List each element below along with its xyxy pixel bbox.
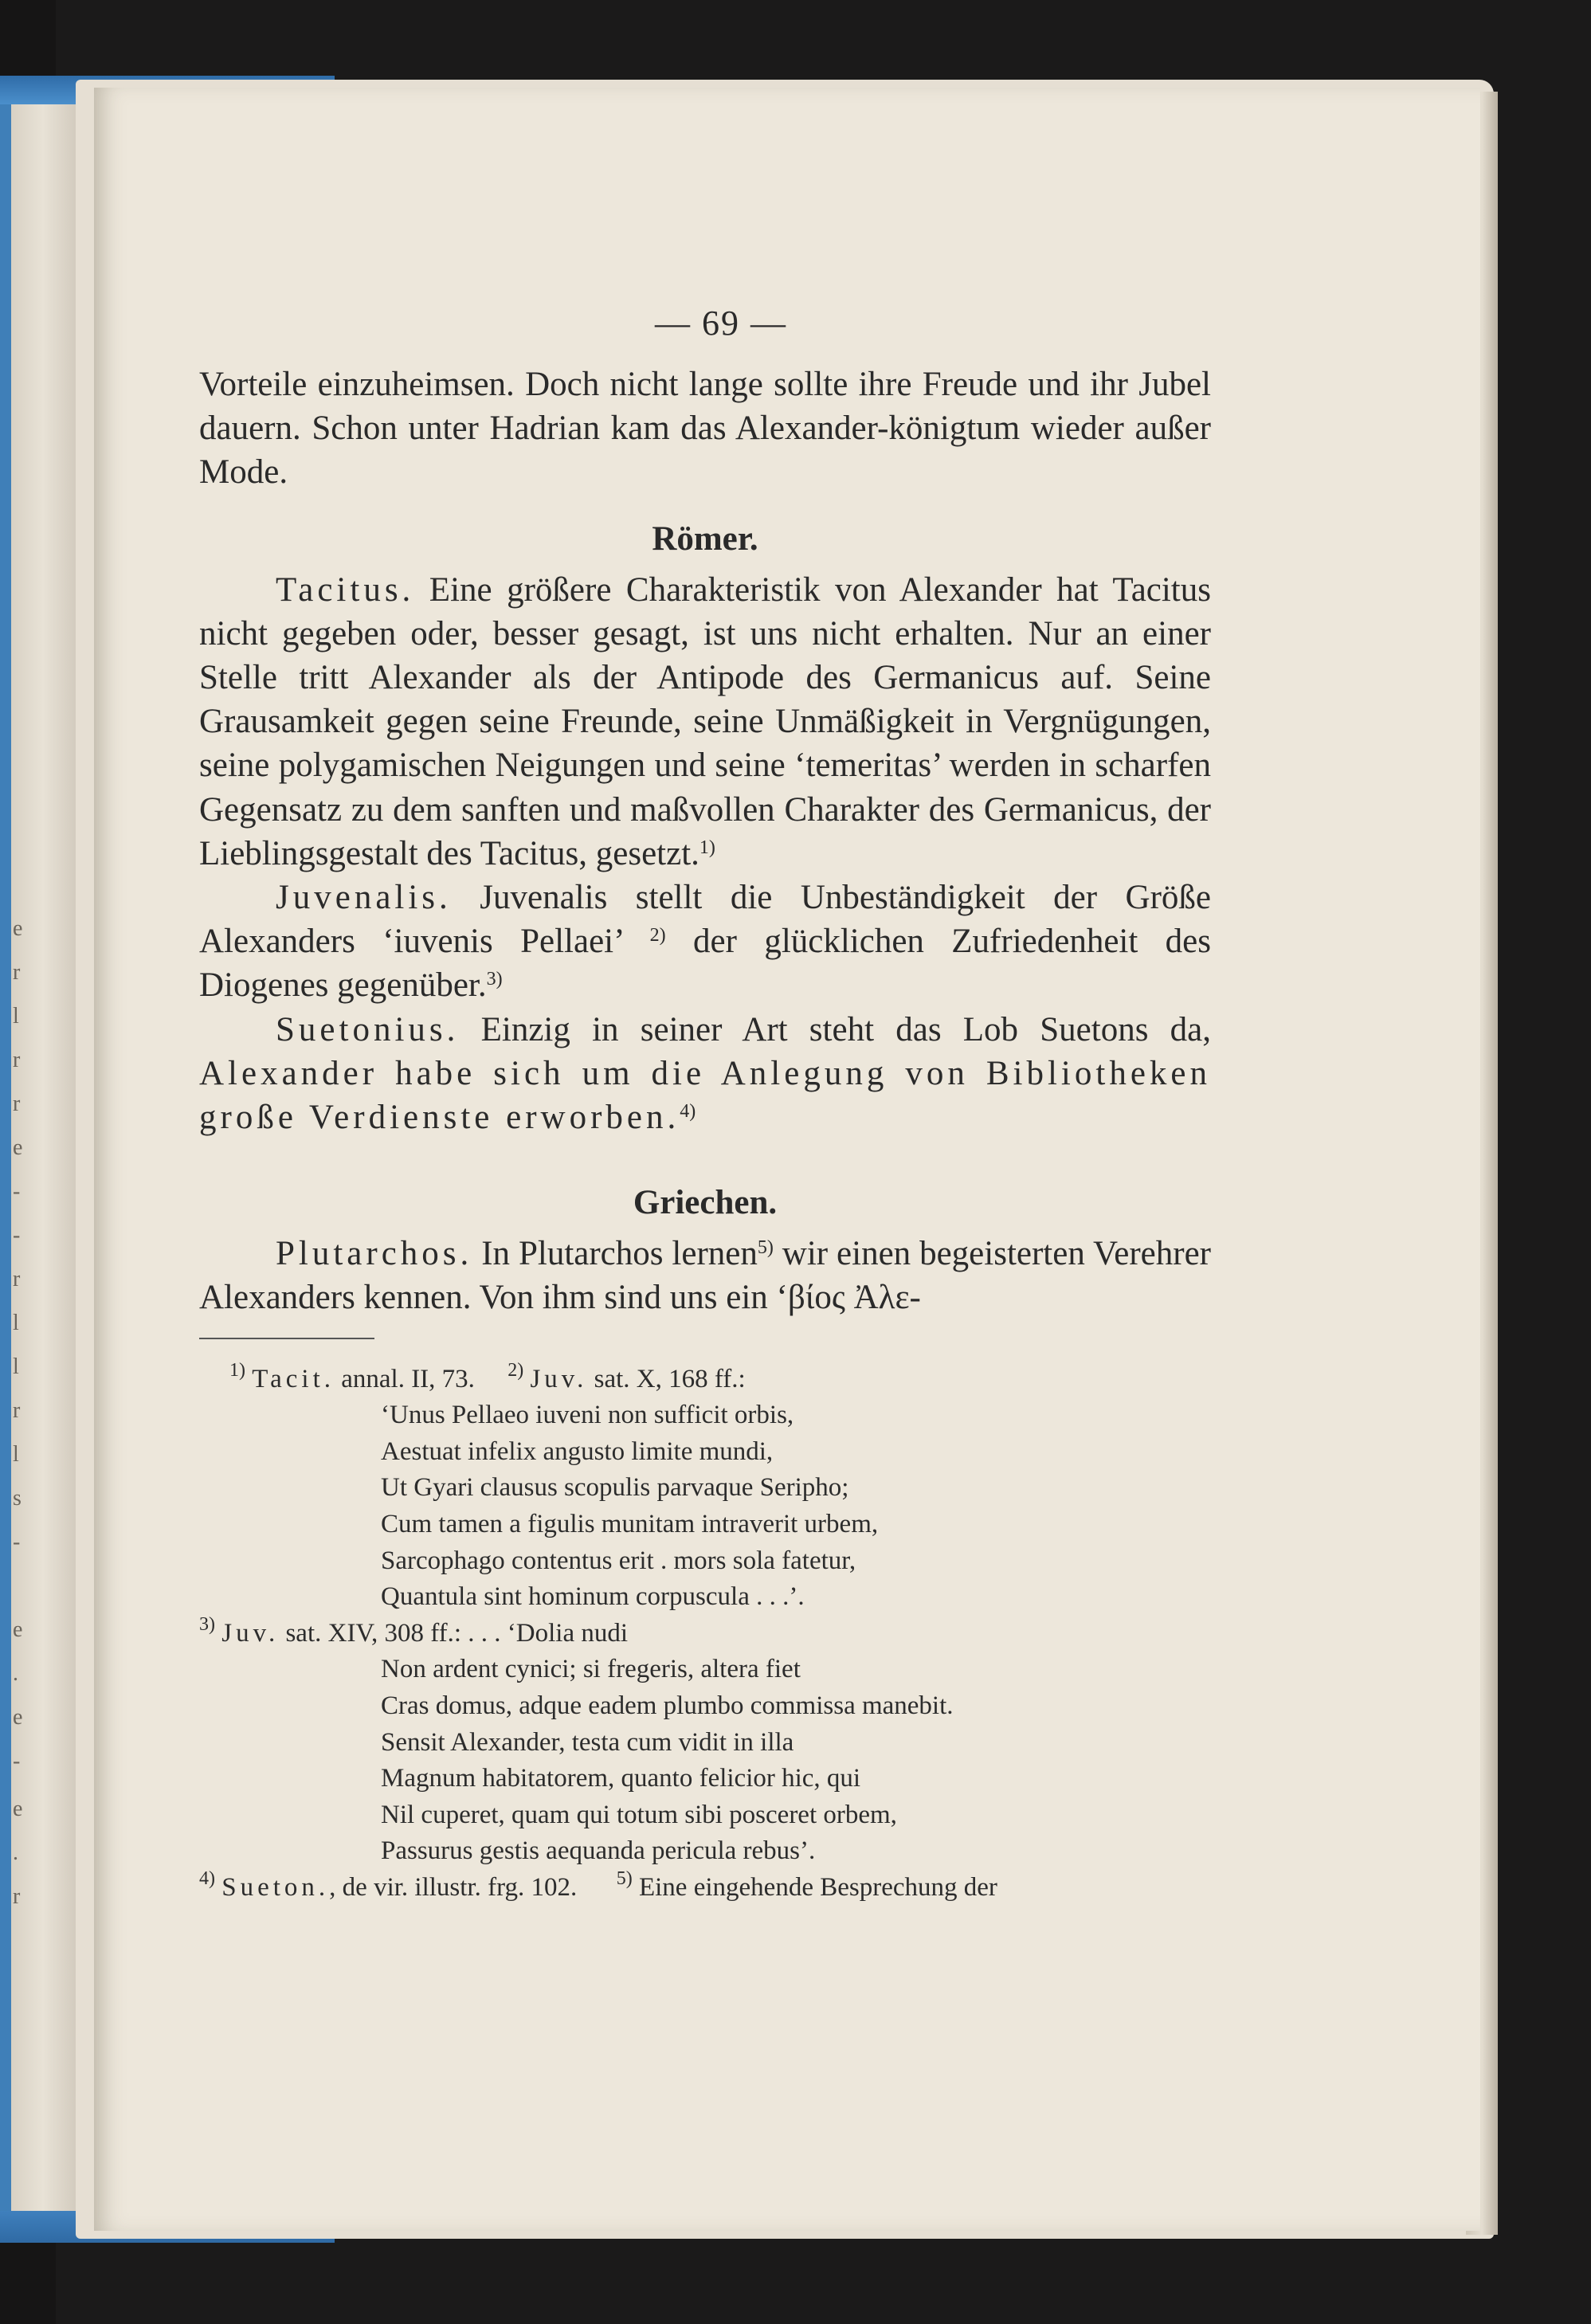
note-ref-5: 5) <box>757 1237 774 1259</box>
margin-char: e <box>13 1135 23 1160</box>
margin-char: r <box>13 1091 21 1116</box>
verse-line: Sensit Alexander, testa cum vidit in illa <box>381 1727 794 1757</box>
verse-line: Ut Gyari clausus scopulis parvaque Seripho; <box>381 1473 849 1503</box>
margin-char: . <box>13 1661 18 1686</box>
note-ref-3: 3) <box>486 969 503 990</box>
verse-line: Sarcophago contentus erit . mors sola fatetur, <box>381 1546 856 1575</box>
paragraph-tacitus: Tacitus. Eine größere Charakteristik von Alexander hat Tacitus nicht gegeben oder, besser gesagt, ist uns nicht erhalten. Nur an einer Stelle tritt Alexander als der Antipode des Germanicus auf. Seine Grausamkeit gegen seine Freunde, seine Unmäßigkeit in Vergnügungen, seine polygamischen Neigungen und seine ‘temeritas’ werden in scharfen Gegensatz zu dem sanften und maßvollen Charakter des Germanicus, der Lieblingsgestalt des Tacitus, gesetzt.$^{1)}$ <box>199 570 1211 872</box>
body-text <box>199 363 1211 1320</box>
author-juvenalis: Juvenalis. <box>276 879 452 917</box>
margin-char: e <box>13 1797 23 1821</box>
verse-line: Aestuat infelix angusto limite mundi, <box>381 1436 774 1466</box>
verse-line: Passurus gestis aequanda pericula rebus’. <box>381 1836 816 1866</box>
margin-char: l <box>13 1354 19 1379</box>
margin-char: - <box>13 1749 21 1773</box>
left-margin-fragments <box>13 76 37 2243</box>
note-ref-4: 4) <box>680 1101 696 1123</box>
margin-char: - <box>13 1179 21 1204</box>
paragraph-plutarchos: Plutarchos. In Plutarchos lernen$^{5)}$ wir einen begeisterten Verehrer Alexanders kennen. Von ihm sind uns ein ‘βίος Ἀλε- <box>199 1235 1211 1317</box>
footnotes <box>199 1359 1211 1907</box>
author-plutarchos: Plutarchos. <box>276 1235 473 1273</box>
paragraph-continuation: Vorteile einzuheimsen. Doch nicht lange sollte ihre Freude und ihr Jubel dauern. Schon unter Hadrian kam das Alexander-königtum wieder außer Mode. <box>199 366 1211 492</box>
verse-line: ‘Unus Pellaeo iuveni non sufficit orbis, <box>381 1401 794 1430</box>
margin-char: s <box>13 1486 22 1511</box>
margin-char: e <box>13 916 23 941</box>
verse-line: Cras domus, adque eadem plumbo commissa manebit. <box>381 1691 954 1720</box>
heading-roemer: Römer. <box>652 519 758 558</box>
paragraph-suetonius: Suetonius. Einzig in seiner Art steht das Lob Suetons da, Alexander habe sich um die Anlegung von Bibliotheken große Verdienste erworben.$^{4)}$ <box>199 1010 1211 1137</box>
spaced-emphasis: Alexander habe sich um die Anlegung von Bibliotheken große Verdienste erworben. <box>199 1054 1211 1137</box>
margin-char: - <box>13 1223 21 1248</box>
author-tacitus: Tacitus. <box>276 570 415 609</box>
margin-char: r <box>13 1267 21 1291</box>
margin-char: r <box>13 960 21 985</box>
page-content <box>199 303 1211 1907</box>
paragraph-juvenalis: Juvenalis. Juvenalis stellt die Unbeständigkeit der Größe Alexanders ‘iuvenis Pellaei’ $^{2)}$ der glücklichen Zufriedenheit des Diogenes gegenüber.$^{3)}$ <box>199 879 1211 1005</box>
margin-char: r <box>13 1398 21 1423</box>
author-suetonius: Suetonius. <box>276 1010 460 1048</box>
footnote-3: $^{3)}$ Juv. sat. XIV, 308 ff.: . . . ‘Dolia nudi <box>199 1613 629 1648</box>
footnote-4-5: $^{4)}$ Sueton., de vir. illustr. frg. 102. $^{5)}$ Eine eingehende Besprechung der <box>199 1867 997 1902</box>
margin-char: r <box>13 1884 21 1909</box>
verse-line: Non ardent cynici; si fregeris, altera fiet <box>381 1655 801 1684</box>
margin-char: e <box>13 1705 23 1730</box>
footnote-rule <box>199 1338 374 1339</box>
margin-char: . <box>13 1840 18 1865</box>
verse-line: Nil cuperet, quam qui totum sibi posceret orbem, <box>381 1800 897 1829</box>
heading-griechen: Griechen. <box>633 1184 778 1222</box>
margin-char: - <box>13 1530 21 1554</box>
verse-line: Quantula sint hominum corpuscula . . .’. <box>381 1582 805 1612</box>
margin-char: l <box>13 1311 19 1335</box>
margin-char: l <box>13 1004 19 1029</box>
margin-char: e <box>13 1617 23 1642</box>
verse-line: Magnum habitatorem, quanto felicior hic, qui <box>381 1764 861 1793</box>
note-ref-1: 1) <box>699 837 715 858</box>
margin-char: l <box>13 1442 19 1467</box>
verse-line: Cum tamen a figulis munitam intraverit urbem, <box>381 1510 879 1539</box>
note-ref-2: 2) <box>649 925 666 946</box>
page-number: — 69 — <box>655 304 787 343</box>
margin-char: r <box>13 1048 21 1072</box>
footnote-1-2: $^{1)}$ Tacit. annal. II, 73. $^{2)}$ Juv. sat. X, 168 ff.: <box>229 1359 746 1393</box>
